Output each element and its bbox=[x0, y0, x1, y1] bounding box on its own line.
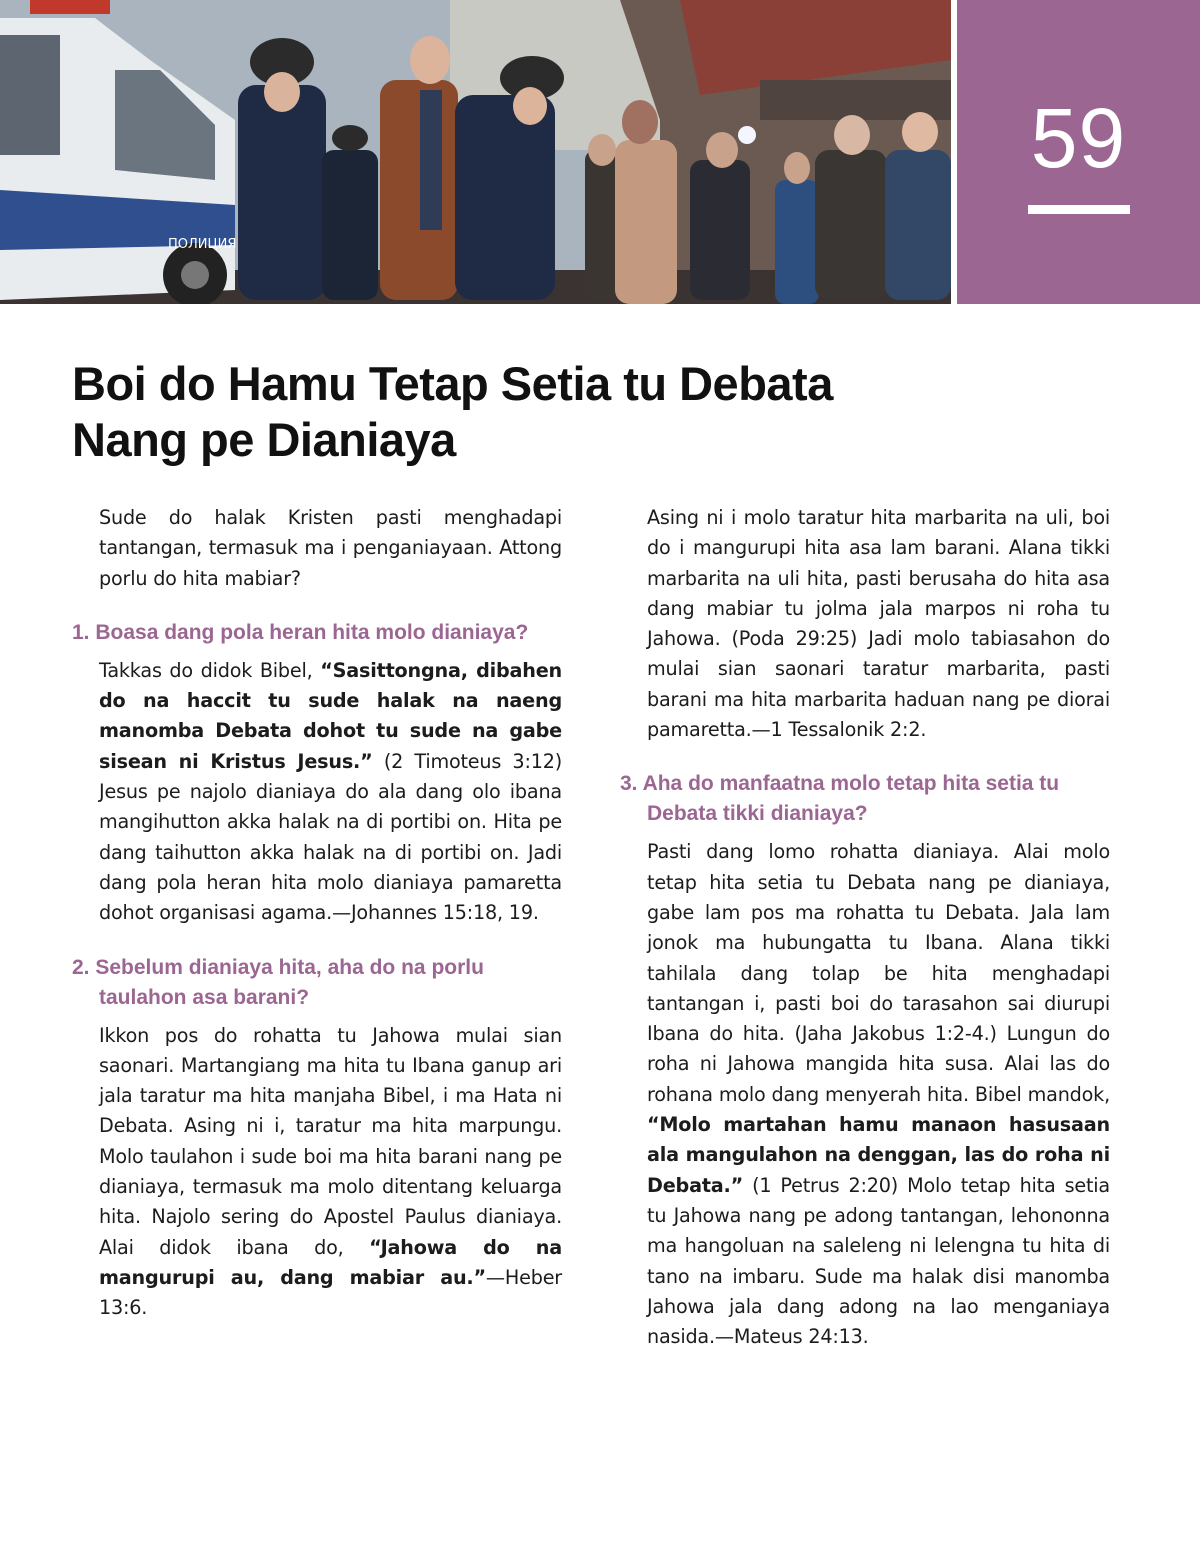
answer-2-text-b: —Heber 13:6. bbox=[99, 1265, 562, 1320]
lesson-badge bbox=[957, 0, 1200, 304]
question-2: 2. Sebelum dianiaya hita, aha do na porlu taulahon asa barani? bbox=[72, 955, 484, 1009]
left-column bbox=[72, 503, 562, 1333]
answer-2-scripture-quote: “Jahowa do na mangurupi au, dang mabiar au.” bbox=[99, 1235, 562, 1289]
answer-1-text-b: (2 Timoteus 3:12) Jesus pe najolo dianiaya do ala dang olo ibana mangihutton akka halak na di portibi on. Hita pe dang taihutton akka halak na di portibi on. Jadi dang pola heran hita molo dianiaya pamaretta dohot organisasi agama.—Johannes 15:18, 19. bbox=[99, 749, 563, 925]
hero-photo bbox=[0, 0, 951, 304]
van-label: ПОЛИЦИЯ bbox=[168, 237, 237, 252]
answer-1-paragraph bbox=[99, 656, 562, 929]
answer-2-paragraph-2-continued: Asing ni i molo taratur hita marbarita na uli, boi do i mangurupi hita asa lam barani. Alana tikki marbarita na uli hita, pasti berusaha do hita asa dang mabiar tu jolma jala marpos ni roha tu Jahowa. (Poda 29:25) Jadi molo tabiasahon do mulai sian saonari taratur marbarita, pasti barani ma hita marbarita haduan nang pe diorai pamaretta.—1 Tessalonik 2:2. bbox=[647, 506, 1110, 742]
hero-illustration bbox=[0, 0, 951, 304]
answer-1-text-a: Takkas do didok Bibel, bbox=[99, 658, 321, 682]
title-line-1: Boi do Hamu Tetap Setia tu Debata bbox=[72, 357, 833, 410]
title-line-2: Nang pe Dianiaya bbox=[72, 413, 456, 466]
right-column-continuation bbox=[620, 503, 1110, 745]
answer-3-scripture-quote: “Molo martahan hamu manaon hasusaan ala mangulahon na denggan, las do roha ni Debata.” bbox=[647, 1113, 1110, 1197]
answer-3-text-a: Pasti dang lomo rohatta dianiaya. Alai molo tetap hita setia tu Debata nang pe dianiaya, gabe lam pos ma rohatta tu Debata. Jala lam jonok ma hubungatta tu Ibana. Alana tikki tahilala dang tolap be hita menghadapi tantangan i, pasti boi do tarasahon sai diurupi Ibana do hita. (Jaha Jakobus 1:2-4.) Lungun do roha ni Jahowa mangida hita susa. Alai las do rohana molo dang menyerah hita. Bibel mandok, bbox=[647, 840, 1110, 1106]
answer-2-paragraph-1 bbox=[99, 1021, 562, 1324]
question-3: 3. Aha do manfaatna molo tetap hita setia tu Debata tikki dianiaya? bbox=[620, 772, 1060, 826]
answer-2-text-a: Ikkon pos do rohatta tu Jahowa mulai sian saonari. Martangiang ma hita tu Ibana ganup ari jala taratur ma hita manjaha Bibel, i ma Hata ni Debata. Asing ni i, taratur ma hita marpungu. Molo taulahon i sude boi ma hita barani nang pe dianiaya, termasuk ma molo ditentang keluarga hita. Najolo sering do Apostel Paulus dianiaya. Alai didok ibana do, bbox=[99, 1023, 562, 1259]
right-column bbox=[620, 769, 1110, 1352]
lesson-number-underline bbox=[1028, 205, 1130, 214]
question-1: 1. Boasa dang pola heran hita molo dianiaya? bbox=[72, 620, 529, 644]
lesson-number: 59 bbox=[1030, 91, 1127, 185]
answer-1-scripture-quote: “Sasittongna, dibahen do na haccit tu sude halak na naeng manomba Debata dohot tu sude na gabe sisean ni Kristus Jesus.” bbox=[99, 658, 562, 773]
answer-3-paragraph bbox=[647, 837, 1110, 1352]
intro-paragraph: Sude do halak Kristen pasti menghadapi tantangan, termasuk ma i penganiayaan. Attong porlu do hita mabiar? bbox=[99, 506, 562, 590]
page-title bbox=[72, 356, 972, 468]
answer-3-text-b: (1 Petrus 2:20) Molo tetap hita setia tu Jahowa nang pe adong tantangan, lehononna ma hangoluan na saleleng ni lelengna tu hita di tano na imbaru. Sude ma halak disi manomba Jahowa jala dang adong na lao menganiaya nasida.—Mateus 24:13. bbox=[647, 1173, 1110, 1349]
